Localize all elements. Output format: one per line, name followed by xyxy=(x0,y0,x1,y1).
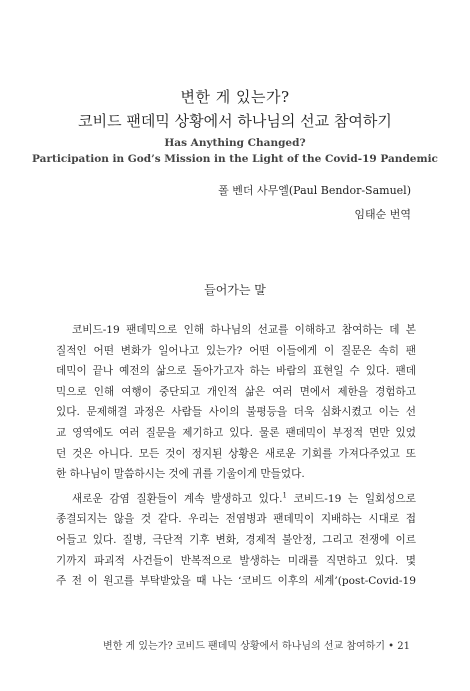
korean-title-line-1: 변한 게 있는가? xyxy=(180,88,290,106)
text-line: 어들고 있다. 질병, 극단적 기후 변화, 경제적 불안정, 그리고 전쟁에 이르 xyxy=(56,533,416,546)
section-heading: 들어가는 말 xyxy=(204,283,266,297)
text-line xyxy=(56,489,416,510)
body-text xyxy=(56,320,416,592)
translator-credit: 임태순 번역 xyxy=(354,208,411,221)
running-title: 변한 게 있는가? 코비드 팬데믹 상황에서 하나님의 선교 참여하기 xyxy=(103,641,385,652)
author-name: 폴 벤더 사무엘(Paul Bendor-Samuel) xyxy=(218,184,411,197)
paragraph-1 xyxy=(56,320,416,485)
text-line: 주 전 이 원고를 부탁받았을 때 나는 ‘코비드 이후의 세계’(post-Covid-19 xyxy=(56,575,416,588)
text-line: 한 하나님이 말씀하시는 것에 귀를 기울이게 만들었다. xyxy=(56,468,305,481)
page-footer xyxy=(103,637,410,652)
text-line: 믹으로 인해 여행이 중단되고 개인적 삶은 여러 면에서 제한을 경험하고 xyxy=(56,385,416,398)
text-line: 던 것은 아니다. 모든 것이 정지된 상황은 새로운 기회를 가져다주었고 또 xyxy=(56,447,416,460)
footer-separator: • xyxy=(388,641,395,652)
footnote-marker[interactable]: 1 xyxy=(282,491,287,500)
text-fragment: 코비드-19 는 일회성으로 xyxy=(286,492,416,505)
text-line: 코비드-19 팬데믹으로 인해 하나님의 선교를 이해하고 참여하는 데 본 xyxy=(72,324,416,336)
paragraph-2 xyxy=(56,489,416,592)
text-fragment: 새로운 감염 질환들이 계속 발생하고 있다. xyxy=(72,492,283,505)
text-line: 교 영역에도 여러 질문을 제기하고 있다. 물론 팬데믹이 부정적 면만 있었 xyxy=(56,426,416,439)
text-line: 있다. 문제해결 과정은 사람들 사이의 불평등을 더욱 심화시켰고 이는 선 xyxy=(56,406,416,419)
text-line: 데믹이 끝나 예전의 삶으로 돌아가고자 하는 바람의 표현일 수 있다. 팬데 xyxy=(56,365,416,378)
english-title-line-1: Has Anything Changed? xyxy=(164,137,306,149)
page-number: 21 xyxy=(397,641,410,652)
text-line: 기까지 파괴적 사건들이 반복적으로 발생하는 미래를 직면하고 있다. 몇 xyxy=(56,554,416,567)
text-line: 종결되지는 않을 것 같다. 우리는 전염병과 팬데믹이 지배하는 시대로 접 xyxy=(56,513,416,526)
text-line: 질적인 어떤 변화가 일어나고 있는가? 어떤 이들에게 이 질문은 속히 팬 xyxy=(56,344,416,357)
english-title-line-2: Participation in God’s Mission in the Light of the Covid-19 Pandemic xyxy=(32,153,438,165)
korean-title-line-2: 코비드 팬데믹 상황에서 하나님의 선교 참여하기 xyxy=(78,112,392,130)
